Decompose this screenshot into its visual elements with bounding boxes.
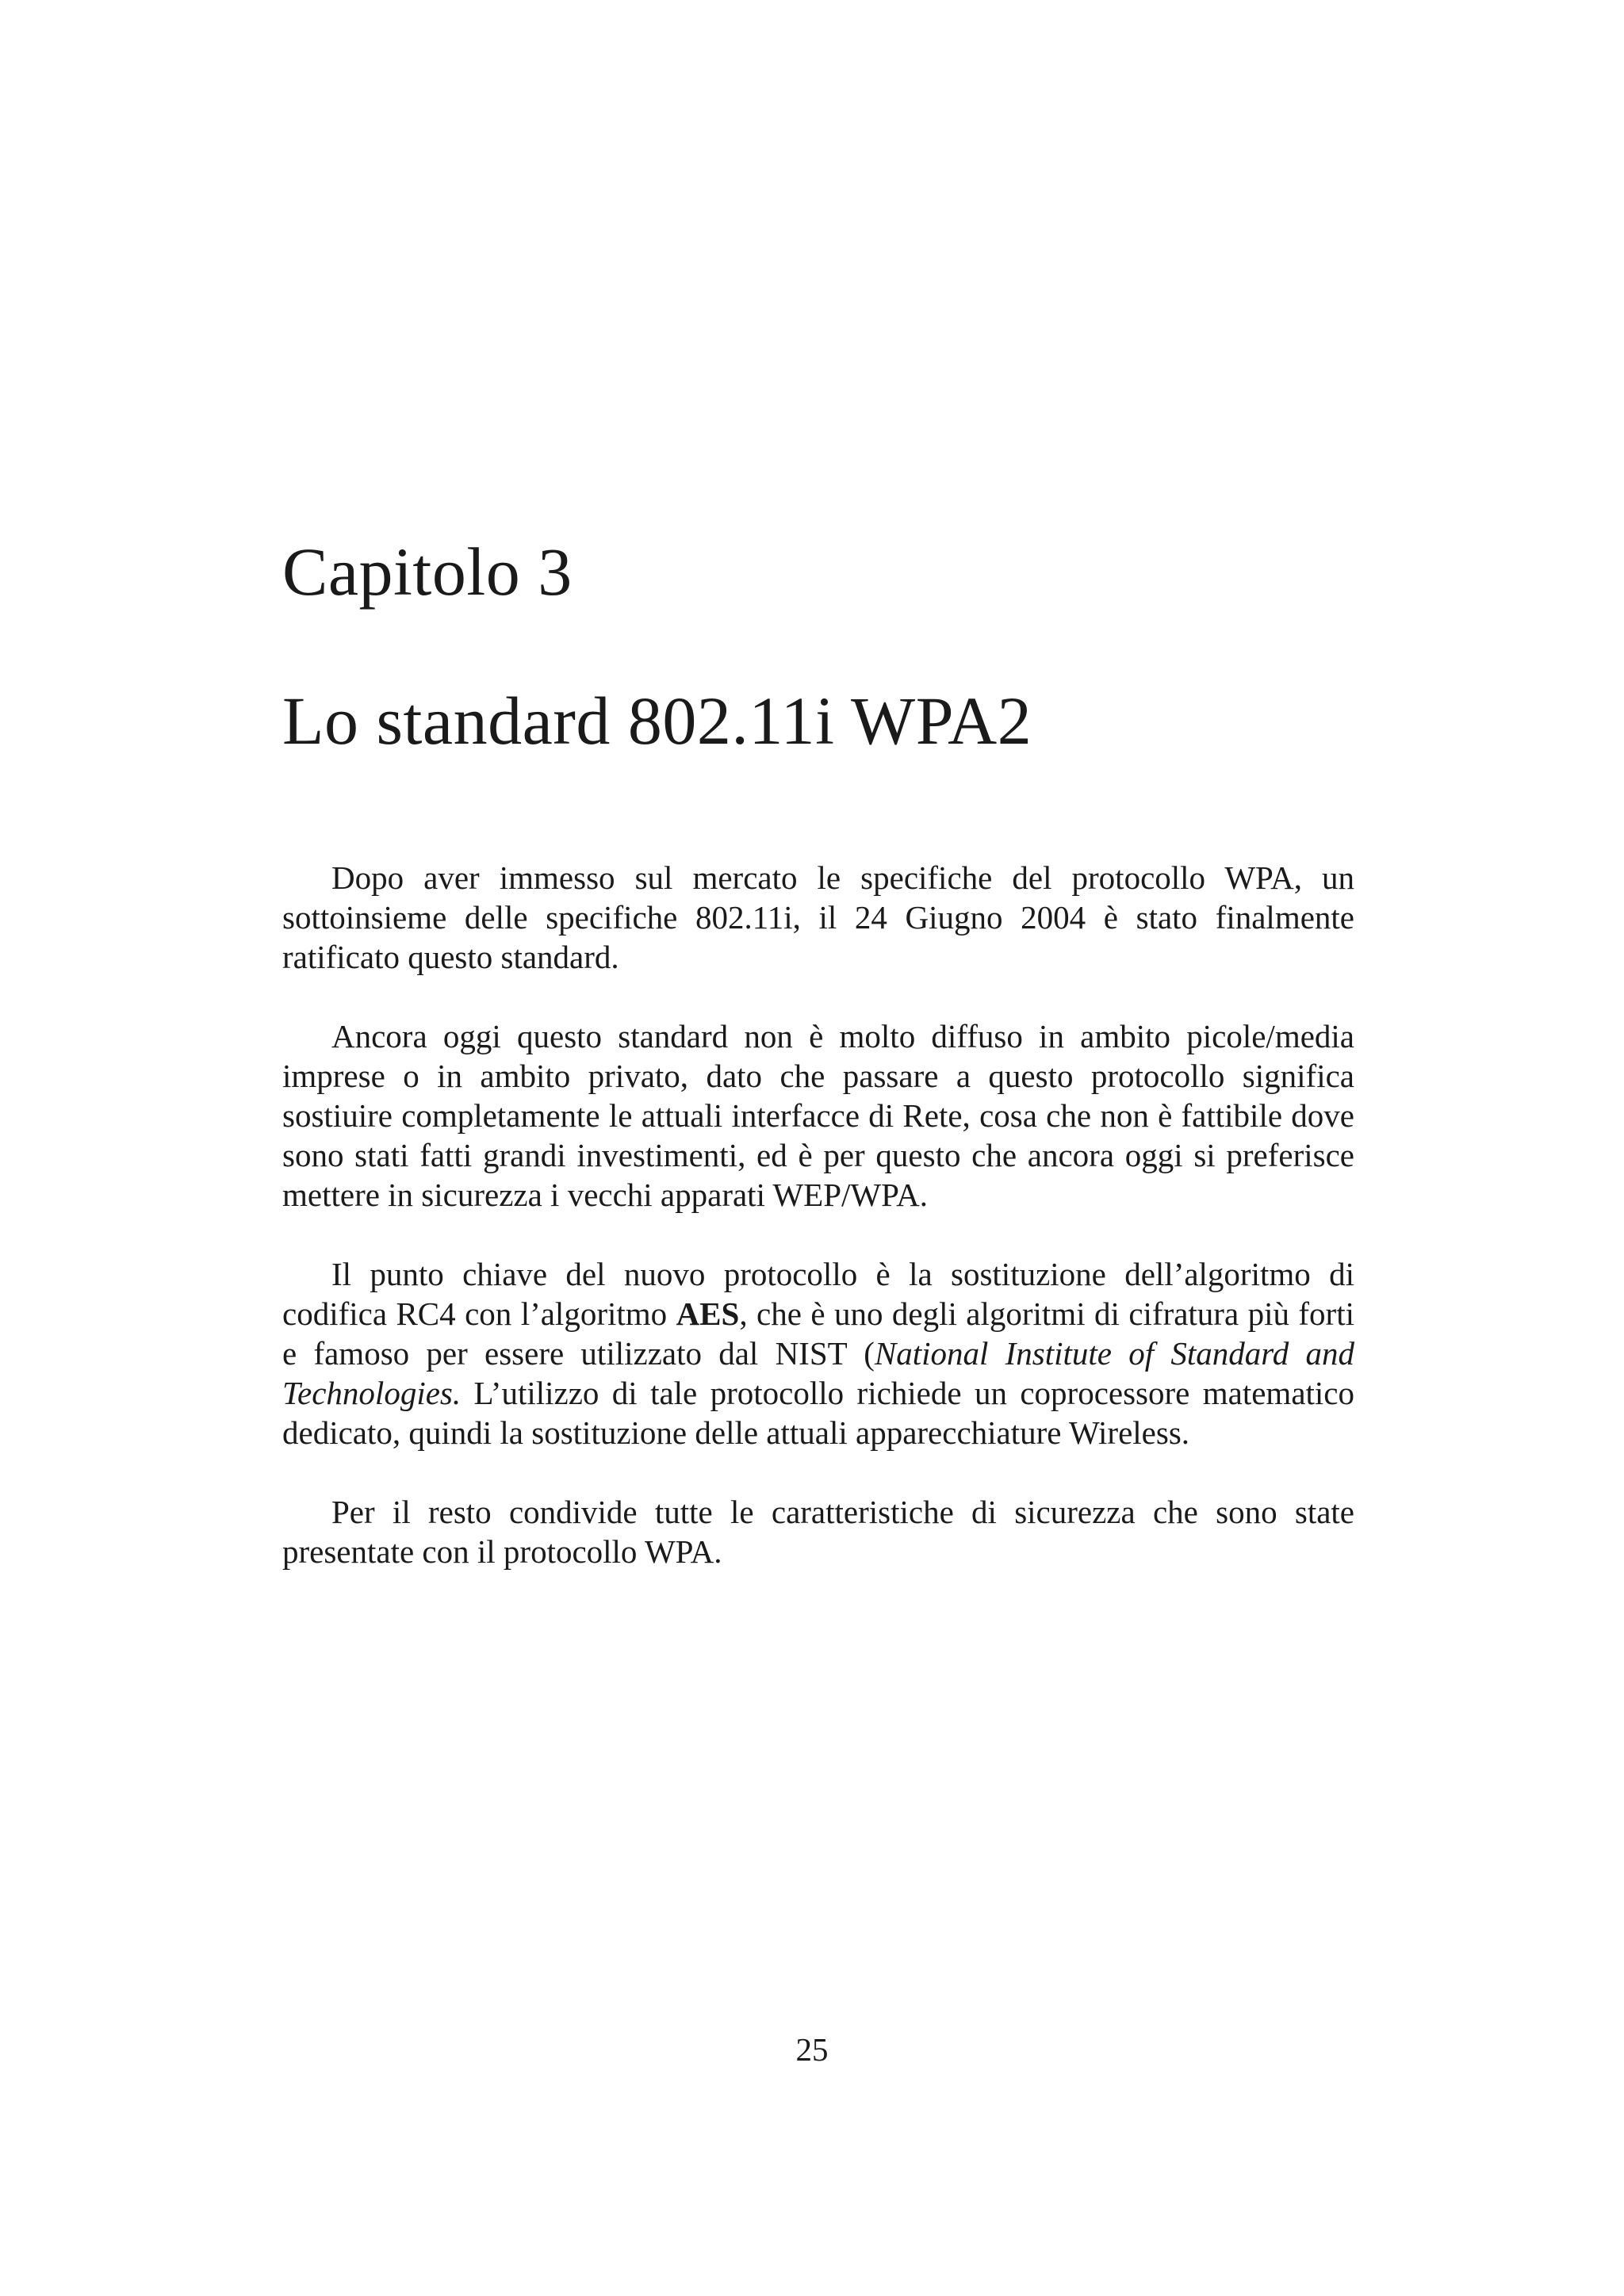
paragraph-4: Per il resto condivide tutte le caratteristiche di sicurezza che sono state presentate con il protocollo WPA.	[282, 1494, 1354, 1570]
paragraph-3-text-a: Il punto chiave del nuovo protocollo è la sostituzione dell’algoritmo di codifica RC4 con l’algoritmo	[282, 1256, 1354, 1332]
paragraph-3-text-c: L’utilizzo di tale protocollo richiede un coprocessore matematico dedicato, quindi la sostituzione delle attuali apparecchiature Wireless.	[282, 1375, 1354, 1451]
aes-term: AES	[676, 1295, 740, 1332]
paragraph-2: Ancora oggi questo standard non è molto diffuso in ambito picole/media imprese o in ambito privato, dato che passare a questo protocollo significa sostiuire completamente le attuali interfacce di Rete, cosa che non è fattibile dove sono stati fatti grandi investimenti, ed è per questo che ancora oggi si preferisce mettere in sicurezza i vecchi apparati WEP/WPA.	[282, 1018, 1354, 1213]
nist-full-name: National Institute of Standard and Technologies.	[282, 1335, 1354, 1411]
paragraph-1: Dopo aver immesso sul mercato le specifiche del protocollo WPA, un sottoinsieme delle specifiche 802.11i, il 24 Giugno 2004 è stato finalmente ratificato questo standard.	[282, 859, 1354, 975]
chapter-label: Capitolo 3	[282, 534, 573, 610]
paragraph-3	[282, 1254, 1354, 1452]
paragraph-3-text-b: , che è uno degli algoritmi di cifratura più forti e famoso per essere utilizzato dal NIST (	[282, 1295, 1354, 1372]
chapter-body	[282, 858, 1354, 1611]
chapter-title: Lo standard 802.11i WPA2	[282, 683, 1032, 759]
page-number: 25	[795, 2031, 829, 2068]
